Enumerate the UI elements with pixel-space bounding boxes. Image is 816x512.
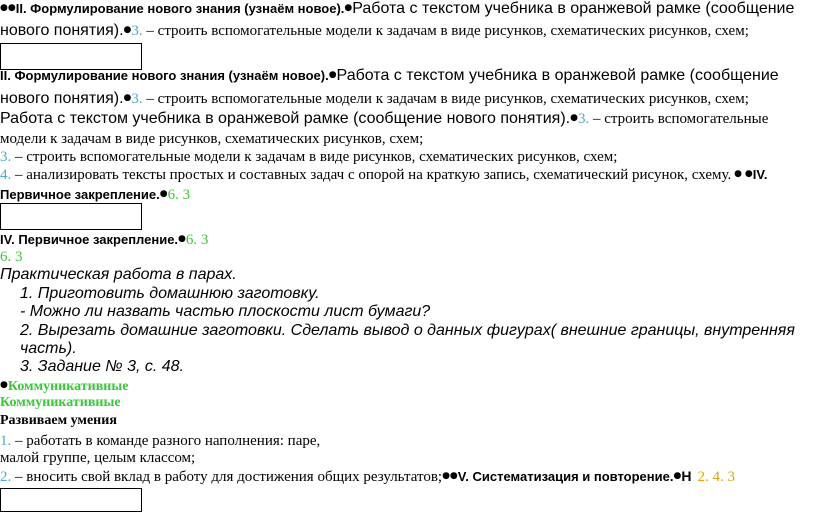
block4-line	[0, 148, 617, 166]
communicative-label: Коммуникативные	[7, 379, 129, 394]
item-text: – строить вспомогательные	[589, 111, 769, 127]
develop-skills-heading: Развиваем умения	[0, 413, 117, 428]
skill-line1	[0, 432, 320, 450]
practice-line: часть).	[20, 340, 77, 357]
bullet-icon: ●	[123, 25, 132, 35]
practice-title: Практическая работа в парах.	[0, 266, 237, 283]
item-text: – строить вспомогательные модели к задачам в виде рисунков, схематических рисунков, схем;	[142, 91, 749, 107]
section-text: Работа с текстом учебника в оранжевой рамке (сообщение	[352, 0, 795, 17]
item-text: модели к задачам в виде рисунков, схематических рисунков, схем;	[0, 131, 424, 147]
section-heading-v: V. Систематизация и повторение.	[457, 469, 674, 484]
empty-box	[0, 203, 142, 230]
section-heading-iv: IV.	[752, 167, 768, 182]
bullet-icon: ● ●	[731, 169, 753, 179]
item-text: – вносить свой вклад в работу для достижения общих результатов;	[11, 469, 443, 485]
block1-line1	[0, 0, 794, 18]
block5-line2	[0, 186, 190, 204]
bullet-icon: ●	[159, 189, 168, 199]
empty-box	[0, 43, 142, 70]
block3-line2	[0, 130, 423, 148]
skill-line2	[0, 468, 735, 486]
item-number: 3.	[577, 111, 590, 127]
block2-line1	[0, 67, 779, 85]
practice-line: 2. Вырезать домашние заготовки. Сделать вывод о данных фигурах( внешние границы, внутренняя	[20, 322, 795, 339]
communicative-line1	[0, 377, 128, 395]
bullet-icon: ●	[344, 3, 353, 13]
bullet-icon: ●	[0, 380, 8, 390]
bullet-icon: ●	[178, 234, 186, 244]
item-text: – работать в команде разного наполнения: паре,	[11, 433, 321, 449]
item-number: 1.	[0, 433, 12, 449]
empty-box	[0, 488, 142, 512]
item-text: – строить вспомогательные модели к задачам в виде рисунков, схематических рисунков, схем;	[11, 149, 618, 165]
practice-line: - Можно ли назвать частью плоскости лист бумаги?	[20, 303, 431, 320]
practice-line: 3. Задание № 3, с. 48.	[20, 358, 184, 375]
reference-number: 6. 3	[185, 232, 209, 248]
heading-letter: Н	[681, 468, 692, 484]
section-heading-iv: IV. Первичное закрепление.	[0, 232, 179, 247]
section-text: Работа с текстом учебника в оранжевой рамке (сообщение	[336, 67, 779, 84]
reference-number: 6. 3	[167, 187, 191, 203]
block5-line1	[0, 166, 767, 184]
item-number: 3.	[0, 149, 12, 165]
bullet-icon: ●	[328, 70, 337, 80]
practice-line: 1. Приготовить домашнюю заготовку.	[20, 285, 320, 302]
reference-numbers: 2. 4. 3	[697, 469, 735, 485]
block3-line1	[0, 110, 768, 128]
item-number: 4.	[0, 167, 12, 183]
block6-line2	[0, 248, 23, 266]
section-text-cont: нового понятия).	[0, 90, 124, 107]
block2-line2	[0, 90, 749, 108]
item-number: 2.	[0, 469, 12, 485]
block6-line1	[0, 231, 208, 249]
item-text: – анализировать тексты простых и составных задач с опорой на краткую запись, схематический рисунок, схему.	[11, 167, 732, 183]
bullet-icon: ●●	[442, 471, 458, 481]
item-text: – строить вспомогательные модели к задачам в виде рисунков, схематических рисунков, схем;	[142, 23, 749, 39]
block1-line2	[0, 22, 749, 40]
section-heading-ii: II. Формулирование нового знания (узнаём новое).	[0, 68, 329, 83]
item-number: 3.	[131, 23, 143, 39]
section-heading-iv: Первичное закрепление.	[0, 187, 160, 202]
bullet-icon: ●	[123, 93, 132, 103]
communicative-label: Коммуникативные	[0, 395, 121, 410]
section-text: Работа с текстом учебника в оранжевой рамке (сообщение нового понятия).	[0, 110, 571, 127]
item-number: 3.	[131, 91, 143, 107]
bullet-icon: ●●	[0, 3, 16, 13]
skill-line1-cont: малой группе, целым классом;	[0, 450, 196, 466]
bullet-icon: ●	[673, 471, 682, 481]
section-heading-ii: II. Формулирование нового знания (узнаём новое).	[15, 1, 345, 16]
section-text-cont: нового понятия).	[0, 22, 124, 39]
bullet-icon: ●	[570, 113, 578, 123]
reference-number: 6. 3	[0, 249, 23, 265]
